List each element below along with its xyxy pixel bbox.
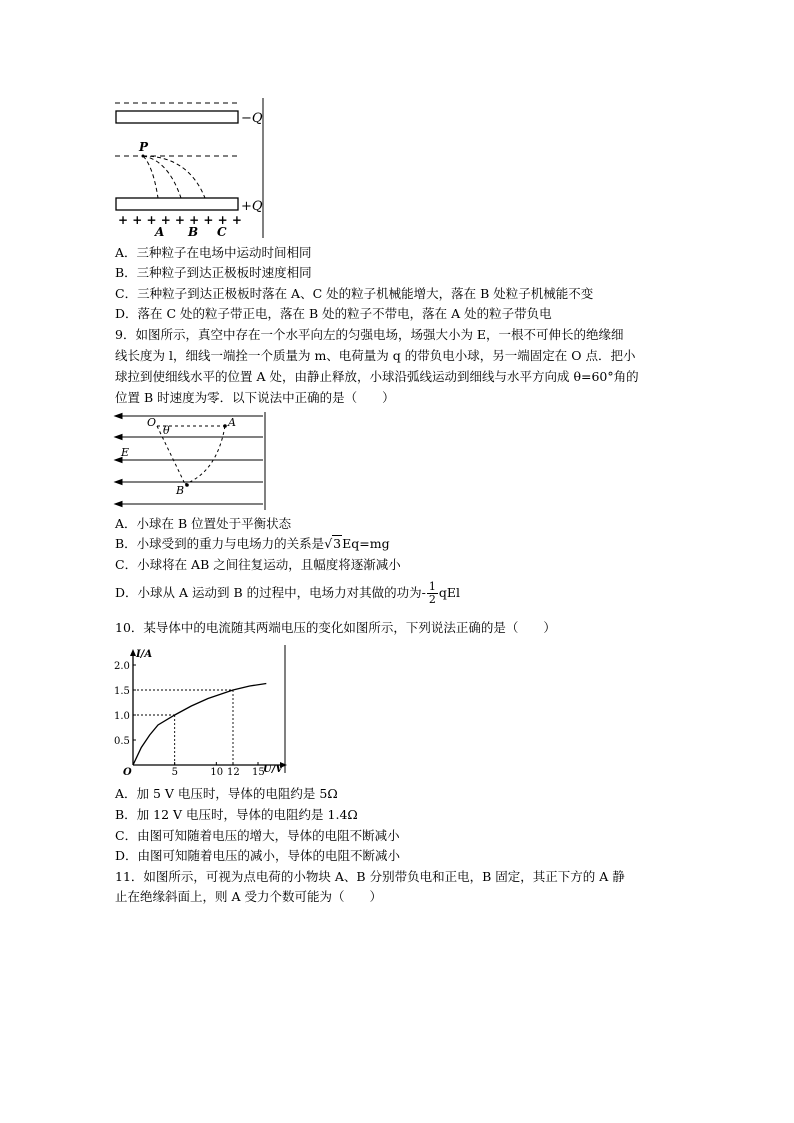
pendulum-field-figure	[113, 412, 273, 512]
field-e-label: E	[121, 446, 130, 459]
q9-option-b-post: Eq=mg	[342, 536, 390, 551]
minus-q-label: −Q	[241, 111, 263, 126]
q10-option-c: C．由图可知随着电压的增大，导体的电阻不断减小	[115, 828, 400, 843]
q10-stem: 10．某导体中的电流随其两端电压的变化如图所示，下列说法正确的是（ ）	[115, 620, 556, 635]
q11-stem-line1: 11．如图所示，可视为点电荷的小物块 A、B 分别带负电和正电，B 固定，其正下方的 A 静	[115, 869, 625, 884]
q9-stem-line3: 球拉到使细线水平的位置 A 处，由静止释放，小球沿弧线运动到细线与水平方向成 θ=60°角的	[115, 369, 639, 384]
label-c: C	[217, 225, 227, 238]
q10-option-b: B．加 12 V 电压时，导体的电阻约是 1.4Ω	[115, 807, 358, 822]
q11-stem-line2: 止在绝缘斜面上，则 A 受力个数可能为（ ）	[115, 889, 382, 904]
plus-q-label: +Q	[241, 199, 263, 214]
theta-label: θ	[163, 424, 170, 437]
q9-stem-line4: 位置 B 时速度为零．以下说法中正确的是（ ）	[115, 390, 395, 405]
q9-option-b	[115, 536, 390, 552]
x-tick-label-1: 10	[210, 767, 224, 775]
point-b-label: B	[176, 484, 185, 497]
x-tick-label-2: 12	[227, 767, 240, 775]
q9-option-d-pre: D．小球从 A 运动到 B 的过程中，电场力对其做的功为-	[115, 585, 426, 600]
capacitor-figure	[113, 98, 273, 238]
q9-stem-line2: 线长度为 l，细线一端拴一个质量为 m、电荷量为 q 的带负电小球，另一端固定在 O 点．把小	[115, 348, 636, 363]
x-tick-label-3: 15	[252, 767, 265, 775]
point-o-label: O	[147, 416, 157, 429]
q8-option-c: C．三种粒子到达正极板时落在 A、C 处的粒子机械能增大，落在 B 处粒子机械能不变	[115, 286, 594, 301]
y-tick-label-1: 1.0	[114, 711, 130, 722]
y-tick-label-2: 1.5	[114, 686, 130, 697]
fraction-half: $\frac{1}{2}$	[428, 580, 436, 606]
point-a-label: A	[228, 416, 236, 429]
q8-option-a: A．三种粒子在电场中运动时间相同	[115, 245, 312, 260]
q9-option-c: C．小球将在 AB 之间往复运动，且幅度将逐渐减小	[115, 557, 401, 572]
y-tick-label-0: 0.5	[114, 736, 130, 747]
q10-option-a: A．加 5 V 电压时，导体的电阻约是 5Ω	[115, 786, 338, 801]
q9-option-d	[115, 581, 460, 606]
x-tick-label-0: 5	[171, 767, 179, 775]
iu-chart	[113, 645, 293, 775]
q8-option-b: B．三种粒子到达正极板时速度相同	[115, 265, 312, 280]
q9-option-d-post: qEl	[438, 585, 460, 600]
y-axis-label: I/A	[136, 649, 153, 660]
q9-option-a: A．小球在 B 位置处于平衡状态	[115, 516, 292, 531]
sqrt-3: √3	[324, 536, 342, 551]
origin-label: O	[123, 767, 132, 775]
x-axis-label: U/V	[263, 764, 284, 775]
q9-stem-line1: 9．如图所示，真空中存在一个水平向左的匀强电场，场强大小为 E，一根不可伸长的绝缘细	[115, 327, 624, 342]
q8-option-d: D．落在 C 处的粒子带正电，落在 B 处的粒子不带电，落在 A 处的粒子带负电	[115, 306, 552, 321]
point-p-label: P	[139, 140, 149, 154]
y-tick-label-3: 2.0	[114, 661, 130, 672]
q10-option-d: D．由图可知随着电压的减小，导体的电阻不断减小	[115, 848, 401, 863]
label-b: B	[188, 225, 199, 238]
label-a: A	[155, 225, 165, 238]
plus-signs: + + + + + + + + +	[118, 213, 242, 227]
iu-curve	[133, 684, 266, 766]
q9-option-b-pre: B．小球受到的重力与电场力的关系是	[115, 536, 325, 551]
